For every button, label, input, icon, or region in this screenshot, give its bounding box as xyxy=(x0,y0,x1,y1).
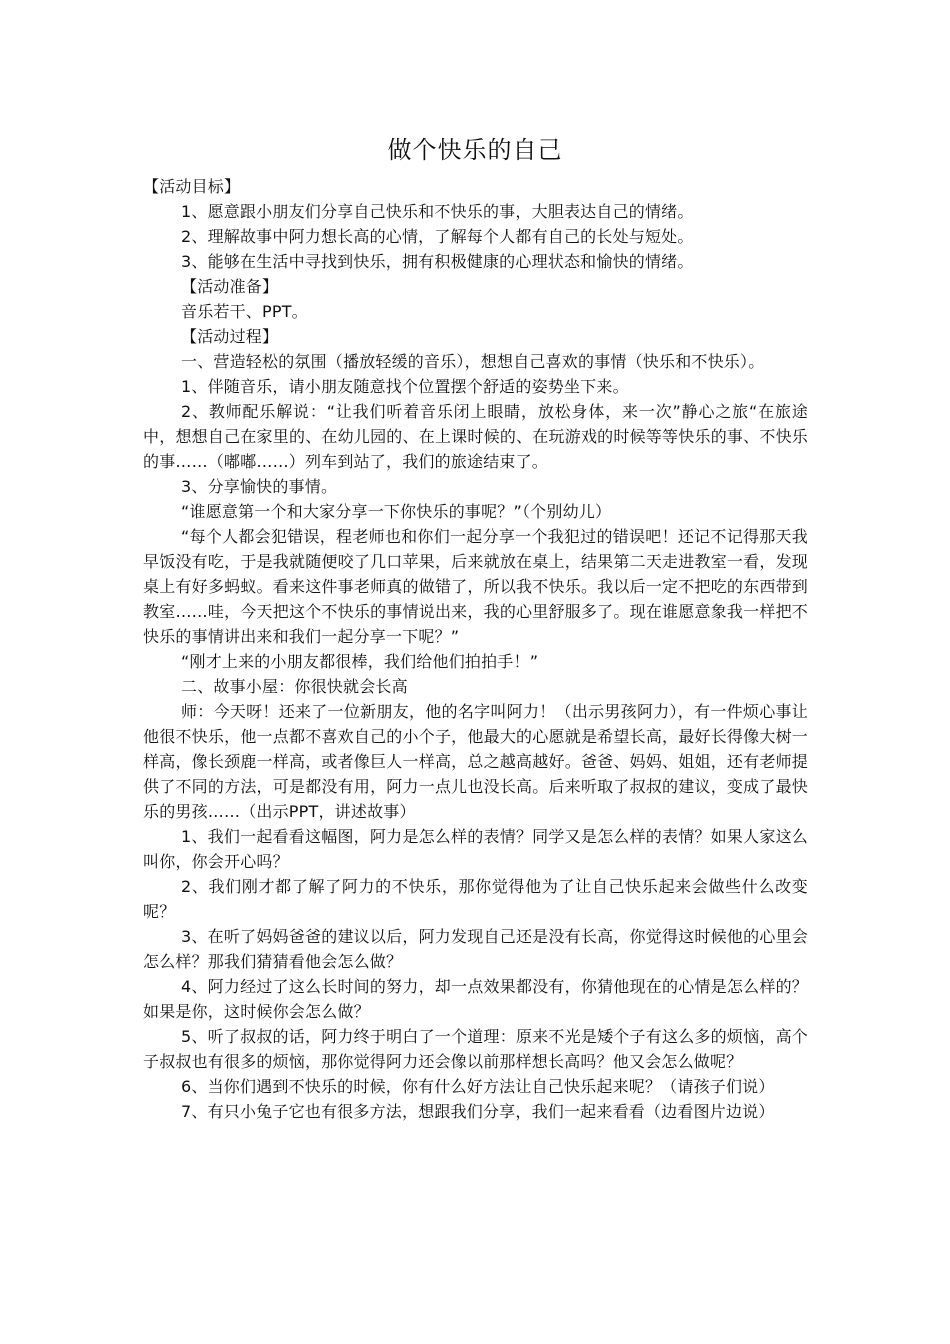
paragraph: 3、在听了妈妈爸爸的建议以后，阿力发现自己还是没有长高，你觉得这时候他的心里会怎么样？那我们猜猜看他会怎么做？ xyxy=(143,927,808,971)
paragraph: 4、阿力经过了这么长时间的努力，却一点效果都没有，你猜他现在的心情是怎么样的？如果是你，这时候你会怎么做？ xyxy=(143,977,808,1021)
paragraph: 2、我们刚才都了解了阿力的不快乐，那你觉得他为了让自己快乐起来会做些什么改变呢？ xyxy=(143,877,808,921)
paragraph: 7、有只小兔子它也有很多方法，想跟我们分享，我们一起来看看（边看图片边说） xyxy=(181,1102,775,1121)
paragraph: “每个人都会犯错误，程老师也和你们一起分享一个我犯过的错误吧！还记不记得那天我早饭没有吃，于是我就随便咬了几口苹果，后来就放在桌上，结果第二天走进教室一看，发现桌上有好多蚂蚁。看来这件事老师真的做错了，所以我不快乐。我以后一定不把吃的东西带到教室……哇，今天把这个不快乐的事情说出来，我的心里舒服多了。现在谁愿意象我一样把不快乐的事情讲出来和我们一起分享一下呢？” xyxy=(143,527,808,646)
paragraph: 2、理解故事中阿力想长高的心情，了解每个人都有自己的长处与短处。 xyxy=(181,227,694,246)
paragraph: 师：今天呀！还来了一位新朋友，他的名字叫阿力！（出示男孩阿力），有一件烦心事让他很不快乐，他一点都不喜欢自己的小个子，他最大的心愿就是希望长高，最好长得像大树一样高，像长颈鹿一样高，或者像巨人一样高，总之越高越好。爸爸、妈妈、姐姐，还有老师提供了不同的方法，可是都没有用，阿力一点儿也没长高。后来听取了叔叔的建议，变成了最快乐的男孩……（出示PPT，讲述故事） xyxy=(143,702,808,821)
paragraph: 5、听了叔叔的话，阿力终于明白了一个道理：原来不光是矮个子有这么多的烦恼，高个子叔叔也有很多的烦恼，那你觉得阿力还会像以前那样想长高吗？他又会怎么做呢？ xyxy=(143,1027,808,1071)
paragraph: 一、营造轻松的氛围（播放轻缓的音乐），想想自己喜欢的事情（快乐和不快乐）。 xyxy=(181,352,765,371)
paragraph: 2、教师配乐解说：“让我们听着音乐闭上眼睛，放松身体，来一次”静心之旅“在旅途中，想想自己在家里的、在幼儿园的、在上课时候的、在玩游戏的时候等等快乐的事、不快乐的事……（嘟嘟……）列车到站了，我们的旅途结束了。 xyxy=(143,402,808,471)
paragraph: “谁愿意第一个和大家分享一下你快乐的事呢？”（个别幼儿） xyxy=(181,502,612,521)
document-title: 做个快乐的自己 xyxy=(387,136,563,164)
paragraph: 【活动准备】 xyxy=(181,277,279,296)
paragraph: 【活动过程】 xyxy=(181,327,279,346)
paragraph: 【活动目标】 xyxy=(143,177,241,196)
paragraph: 二、故事小屋：你很快就会长高 xyxy=(181,677,408,696)
paragraph: 1、我们一起看看这幅图，阿力是怎么样的表情？同学又是怎么样的表情？如果人家这么叫你，你会开心吗？ xyxy=(143,827,808,871)
paragraph: “刚才上来的小朋友都很棒，我们给他们拍拍手！” xyxy=(181,652,539,671)
paragraph: 3、分享愉快的事情。 xyxy=(181,477,338,496)
paragraph: 1、愿意跟小朋友们分享自己快乐和不快乐的事，大胆表达自己的情绪。 xyxy=(181,202,694,221)
document-body xyxy=(143,174,808,1124)
paragraph: 6、当你们遇到不快乐的时候，你有什么好方法让自己快乐起来呢？（请孩子们说） xyxy=(181,1077,775,1096)
paragraph: 音乐若干、PPT。 xyxy=(181,302,308,321)
paragraph: 3、能够在生活中寻找到快乐，拥有积极健康的心理状态和愉快的情绪。 xyxy=(181,252,694,271)
paragraph: 1、伴随音乐，请小朋友随意找个位置摆个舒适的姿势坐下来。 xyxy=(181,377,629,396)
